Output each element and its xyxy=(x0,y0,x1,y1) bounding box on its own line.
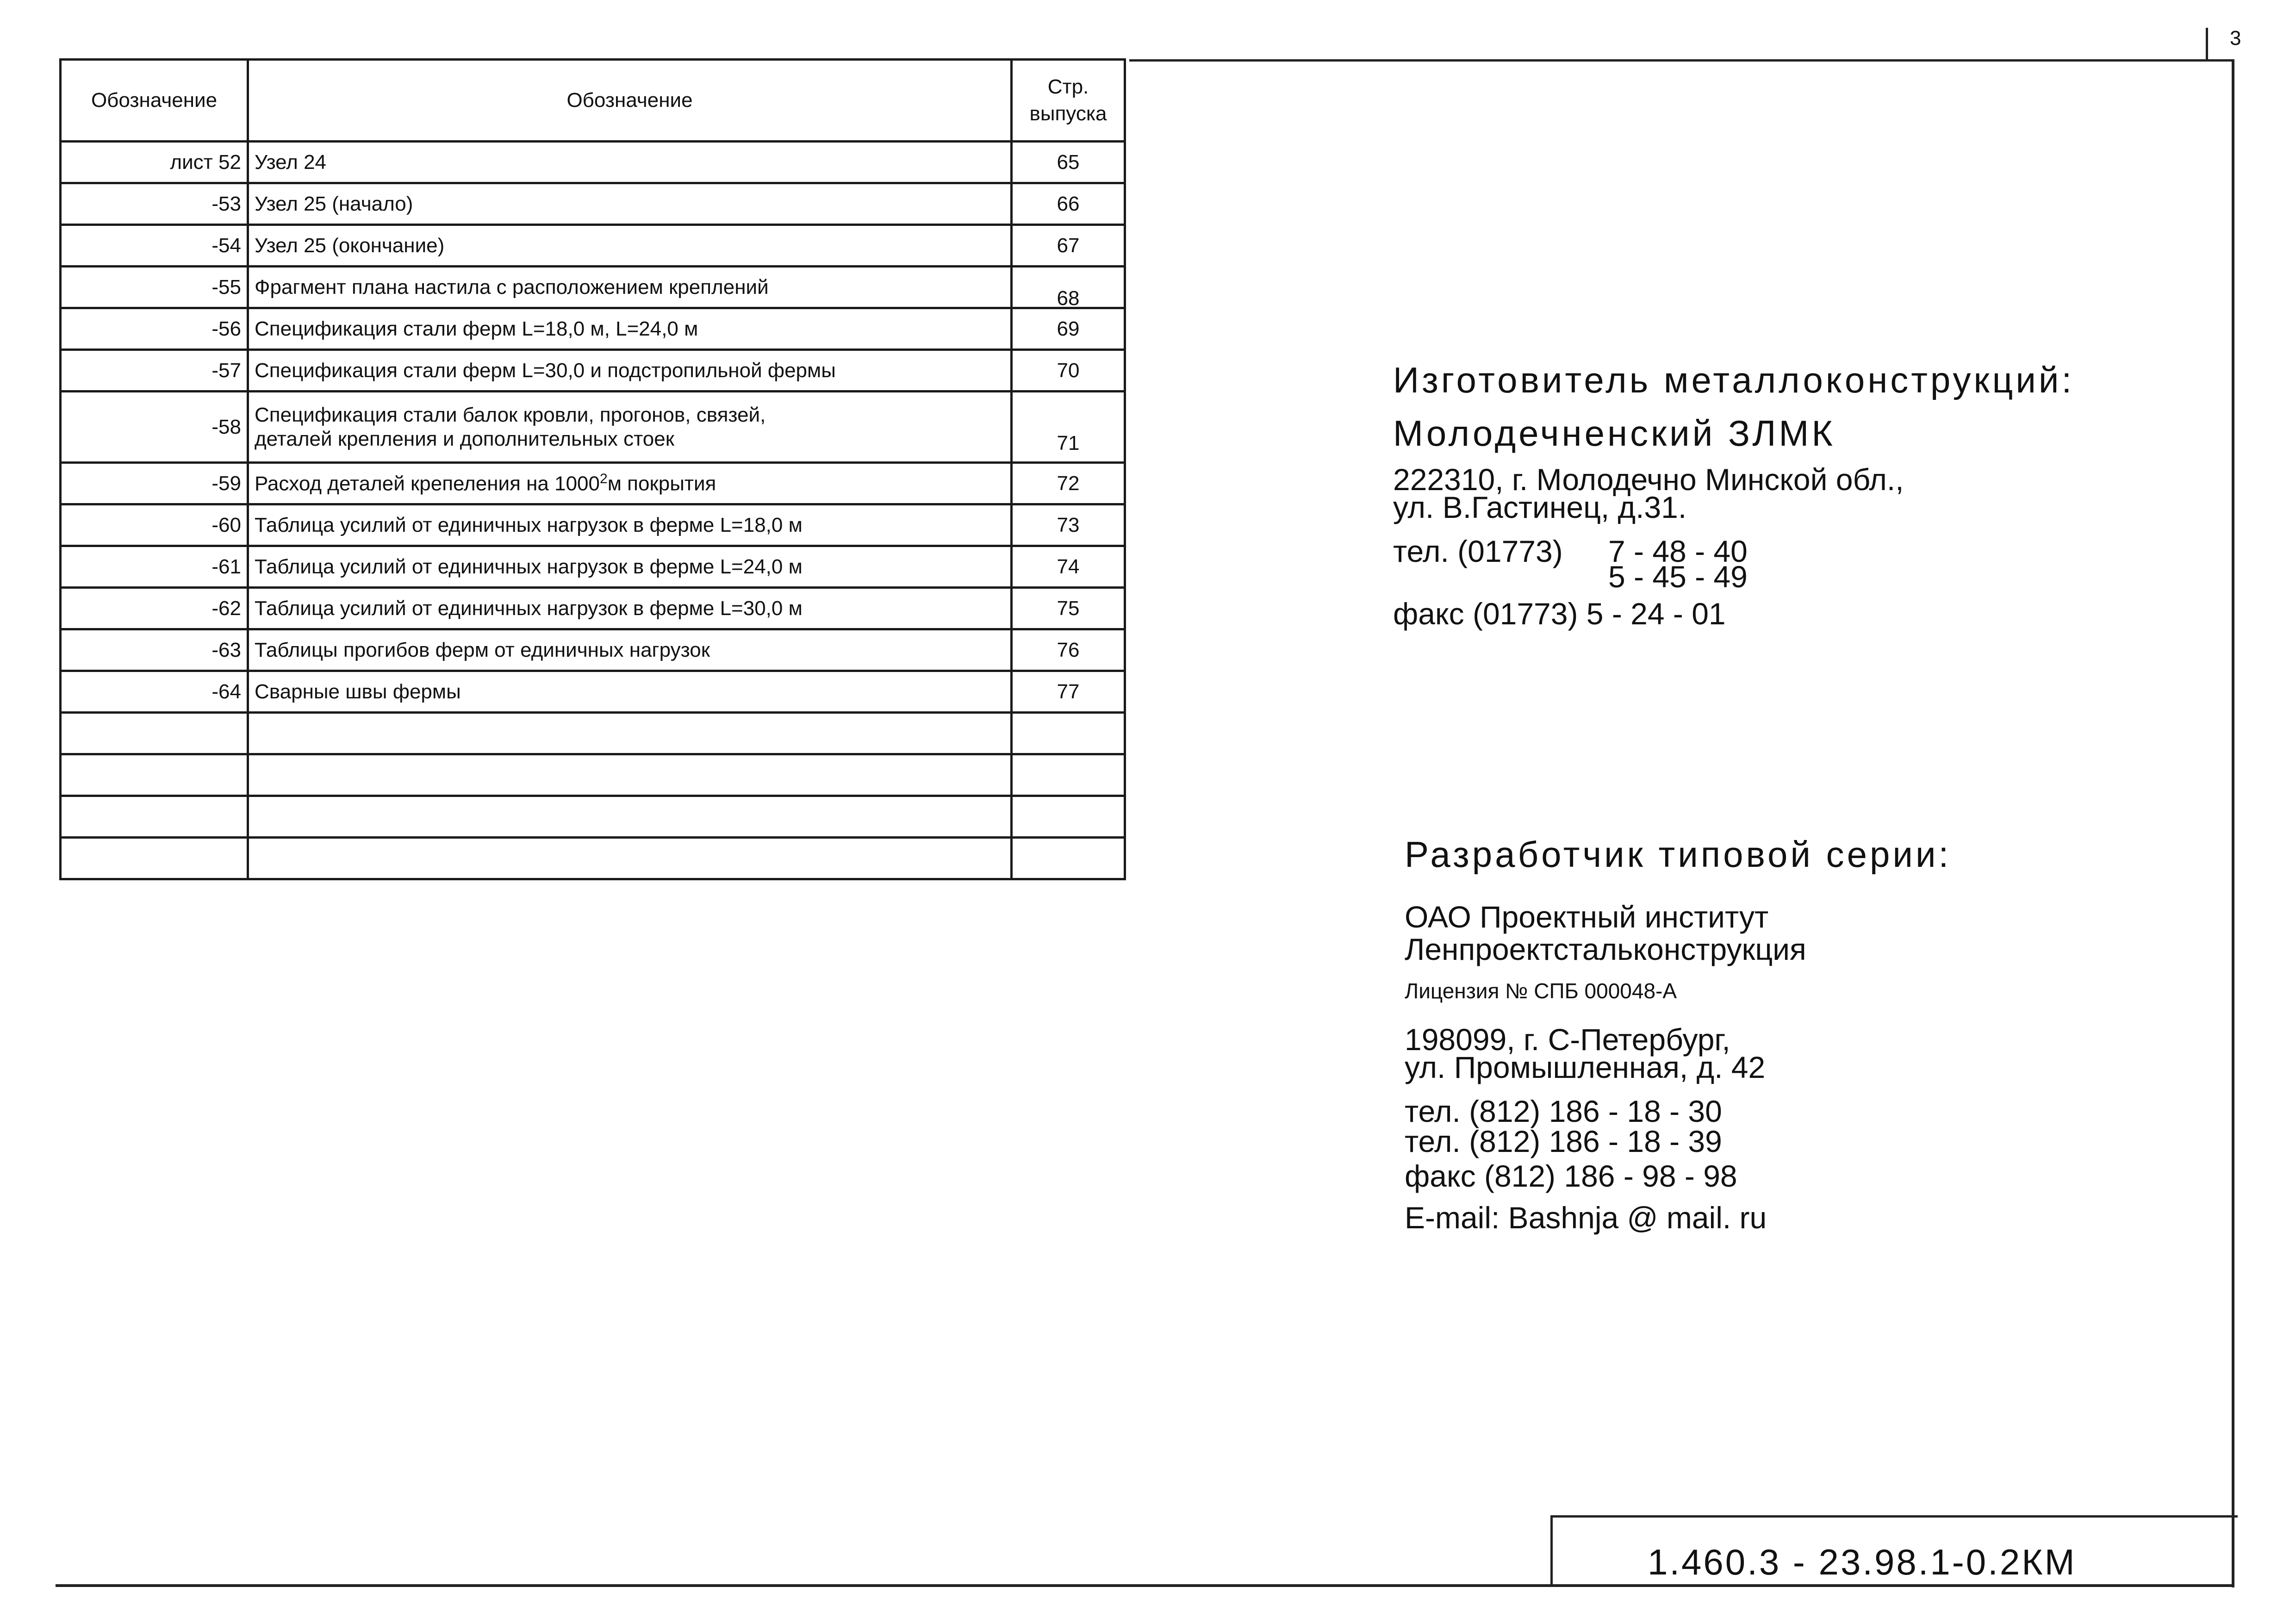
row-page: 77 xyxy=(1012,671,1125,713)
developer-heading: Разработчик типовой серии: xyxy=(1405,834,1952,875)
row-code: -60 xyxy=(61,504,248,546)
row-name: Фрагмент плана настила с расположением креплений xyxy=(248,267,1012,308)
frame-right-line xyxy=(2232,60,2234,1587)
row-name xyxy=(248,392,1012,463)
table-row xyxy=(61,504,1125,546)
row-name-line1: Спецификация стали балок кровли, прогонов, связей, xyxy=(255,403,766,426)
table-row xyxy=(61,671,1125,713)
table-row-empty xyxy=(61,838,1125,879)
table-row-empty xyxy=(61,713,1125,754)
row-code: -61 xyxy=(61,546,248,588)
row-name: Узел 25 (окончание) xyxy=(248,225,1012,267)
header-page-line1: Стр. xyxy=(1047,75,1089,98)
table-row xyxy=(61,267,1125,308)
row-page-value: 68 xyxy=(1057,287,1080,308)
row-code: лист 52 xyxy=(61,142,248,183)
table-row xyxy=(61,225,1125,267)
developer-fax: факс (812) 186 - 98 - 98 xyxy=(1405,1159,1737,1193)
corner-tick xyxy=(2206,28,2208,61)
developer-phone-1: тел. (812) 186 - 18 - 30 xyxy=(1405,1094,1722,1128)
manufacturer-phone-2: 5 - 45 - 49 xyxy=(1608,560,1748,594)
document-code: 1.460.3 - 23.98.1-0.2КМ xyxy=(1648,1542,2077,1582)
table-row-empty xyxy=(61,754,1125,796)
table-row xyxy=(61,183,1125,225)
row-name: Узел 24 xyxy=(248,142,1012,183)
row-page: 73 xyxy=(1012,504,1125,546)
header-name: Обозначение xyxy=(248,60,1012,142)
developer-address-line1: 198099, г. С-Петербург, xyxy=(1405,1022,1730,1057)
header-page-line2: выпуска xyxy=(1029,102,1107,125)
row-name: Таблицы прогибов ферм от единичных нагрузок xyxy=(248,629,1012,671)
row-page: 74 xyxy=(1012,546,1125,588)
row-code: -54 xyxy=(61,225,248,267)
row-page: 69 xyxy=(1012,308,1125,350)
page-number: 3 xyxy=(2230,27,2241,50)
row-name: Таблица усилий от единичных нагрузок в ферме L=18,0 м xyxy=(248,504,1012,546)
row-name: Сварные швы фермы xyxy=(248,671,1012,713)
row-page: 71 xyxy=(1012,392,1125,463)
developer-address-line2: ул. Промышленная, д. 42 xyxy=(1405,1050,1766,1084)
row-code: -58 xyxy=(61,392,248,463)
table-row xyxy=(61,350,1125,392)
table-row-empty xyxy=(61,796,1125,838)
row-name-main: Расход деталей крепеления на 1000 xyxy=(255,472,600,495)
row-name: Таблица усилий от единичных нагрузок в ферме L=30,0 м xyxy=(248,588,1012,629)
row-code: -55 xyxy=(61,267,248,308)
row-page: 72 xyxy=(1012,463,1125,504)
developer-phone-2: тел. (812) 186 - 18 - 39 xyxy=(1405,1124,1722,1158)
frame-top-line xyxy=(1129,59,2234,62)
row-page: 70 xyxy=(1012,350,1125,392)
row-name: Таблица усилий от единичных нагрузок в ферме L=24,0 м xyxy=(248,546,1012,588)
developer-license: Лицензия № СПБ 000048-А xyxy=(1405,979,1677,1003)
table-row xyxy=(61,392,1125,463)
row-code: -63 xyxy=(61,629,248,671)
row-page: 65 xyxy=(1012,142,1125,183)
table-row xyxy=(61,142,1125,183)
row-code: -53 xyxy=(61,183,248,225)
developer-org-line1: ОАО Проектный институт xyxy=(1405,900,1769,934)
row-page: 66 xyxy=(1012,183,1125,225)
row-name-line2: деталей крепления и дополнительных стоек xyxy=(255,427,674,450)
manufacturer-address-line1: 222310, г. Молодечно Минской обл., xyxy=(1393,462,1904,497)
header-page xyxy=(1012,60,1125,142)
row-name: Спецификация стали ферм L=18,0 м, L=24,0 м xyxy=(248,308,1012,350)
row-code: -59 xyxy=(61,463,248,504)
row-code: -56 xyxy=(61,308,248,350)
row-name: Узел 25 (начало) xyxy=(248,183,1012,225)
row-name-unit: м покрытия xyxy=(607,472,716,495)
row-page: 75 xyxy=(1012,588,1125,629)
manufacturer-phone-label: тел. (01773) xyxy=(1393,534,1563,568)
row-code: -64 xyxy=(61,671,248,713)
manufacturer-phone-1: 7 - 48 - 40 xyxy=(1608,534,1748,568)
table-row xyxy=(61,308,1125,350)
developer-org-line2: Ленпроектстальконструкция xyxy=(1405,932,1806,966)
row-page: 76 xyxy=(1012,629,1125,671)
contents-table xyxy=(59,58,1126,880)
table-row xyxy=(61,546,1125,588)
row-page: 67 xyxy=(1012,225,1125,267)
row-code: -57 xyxy=(61,350,248,392)
manufacturer-name: Молодечненский ЗЛМК xyxy=(1393,413,1836,454)
row-name: Спецификация стали ферм L=30,0 и подстропильной фермы xyxy=(248,350,1012,392)
table-row xyxy=(61,629,1125,671)
developer-email: E-mail: Bashnja @ mail. ru xyxy=(1405,1201,1767,1235)
table-header-row xyxy=(61,60,1125,142)
manufacturer-fax: факс (01773) 5 - 24 - 01 xyxy=(1393,597,1726,631)
row-page xyxy=(1012,267,1125,308)
header-code: Обозначение xyxy=(61,60,248,142)
table-row xyxy=(61,588,1125,629)
manufacturer-address-line2: ул. В.Гастинец, д.31. xyxy=(1393,490,1687,524)
row-name-superscript: 2 xyxy=(600,471,608,487)
row-name xyxy=(248,463,1012,504)
manufacturer-heading: Изготовитель металлоконструкций: xyxy=(1393,360,2075,400)
table-row xyxy=(61,463,1125,504)
row-code: -62 xyxy=(61,588,248,629)
